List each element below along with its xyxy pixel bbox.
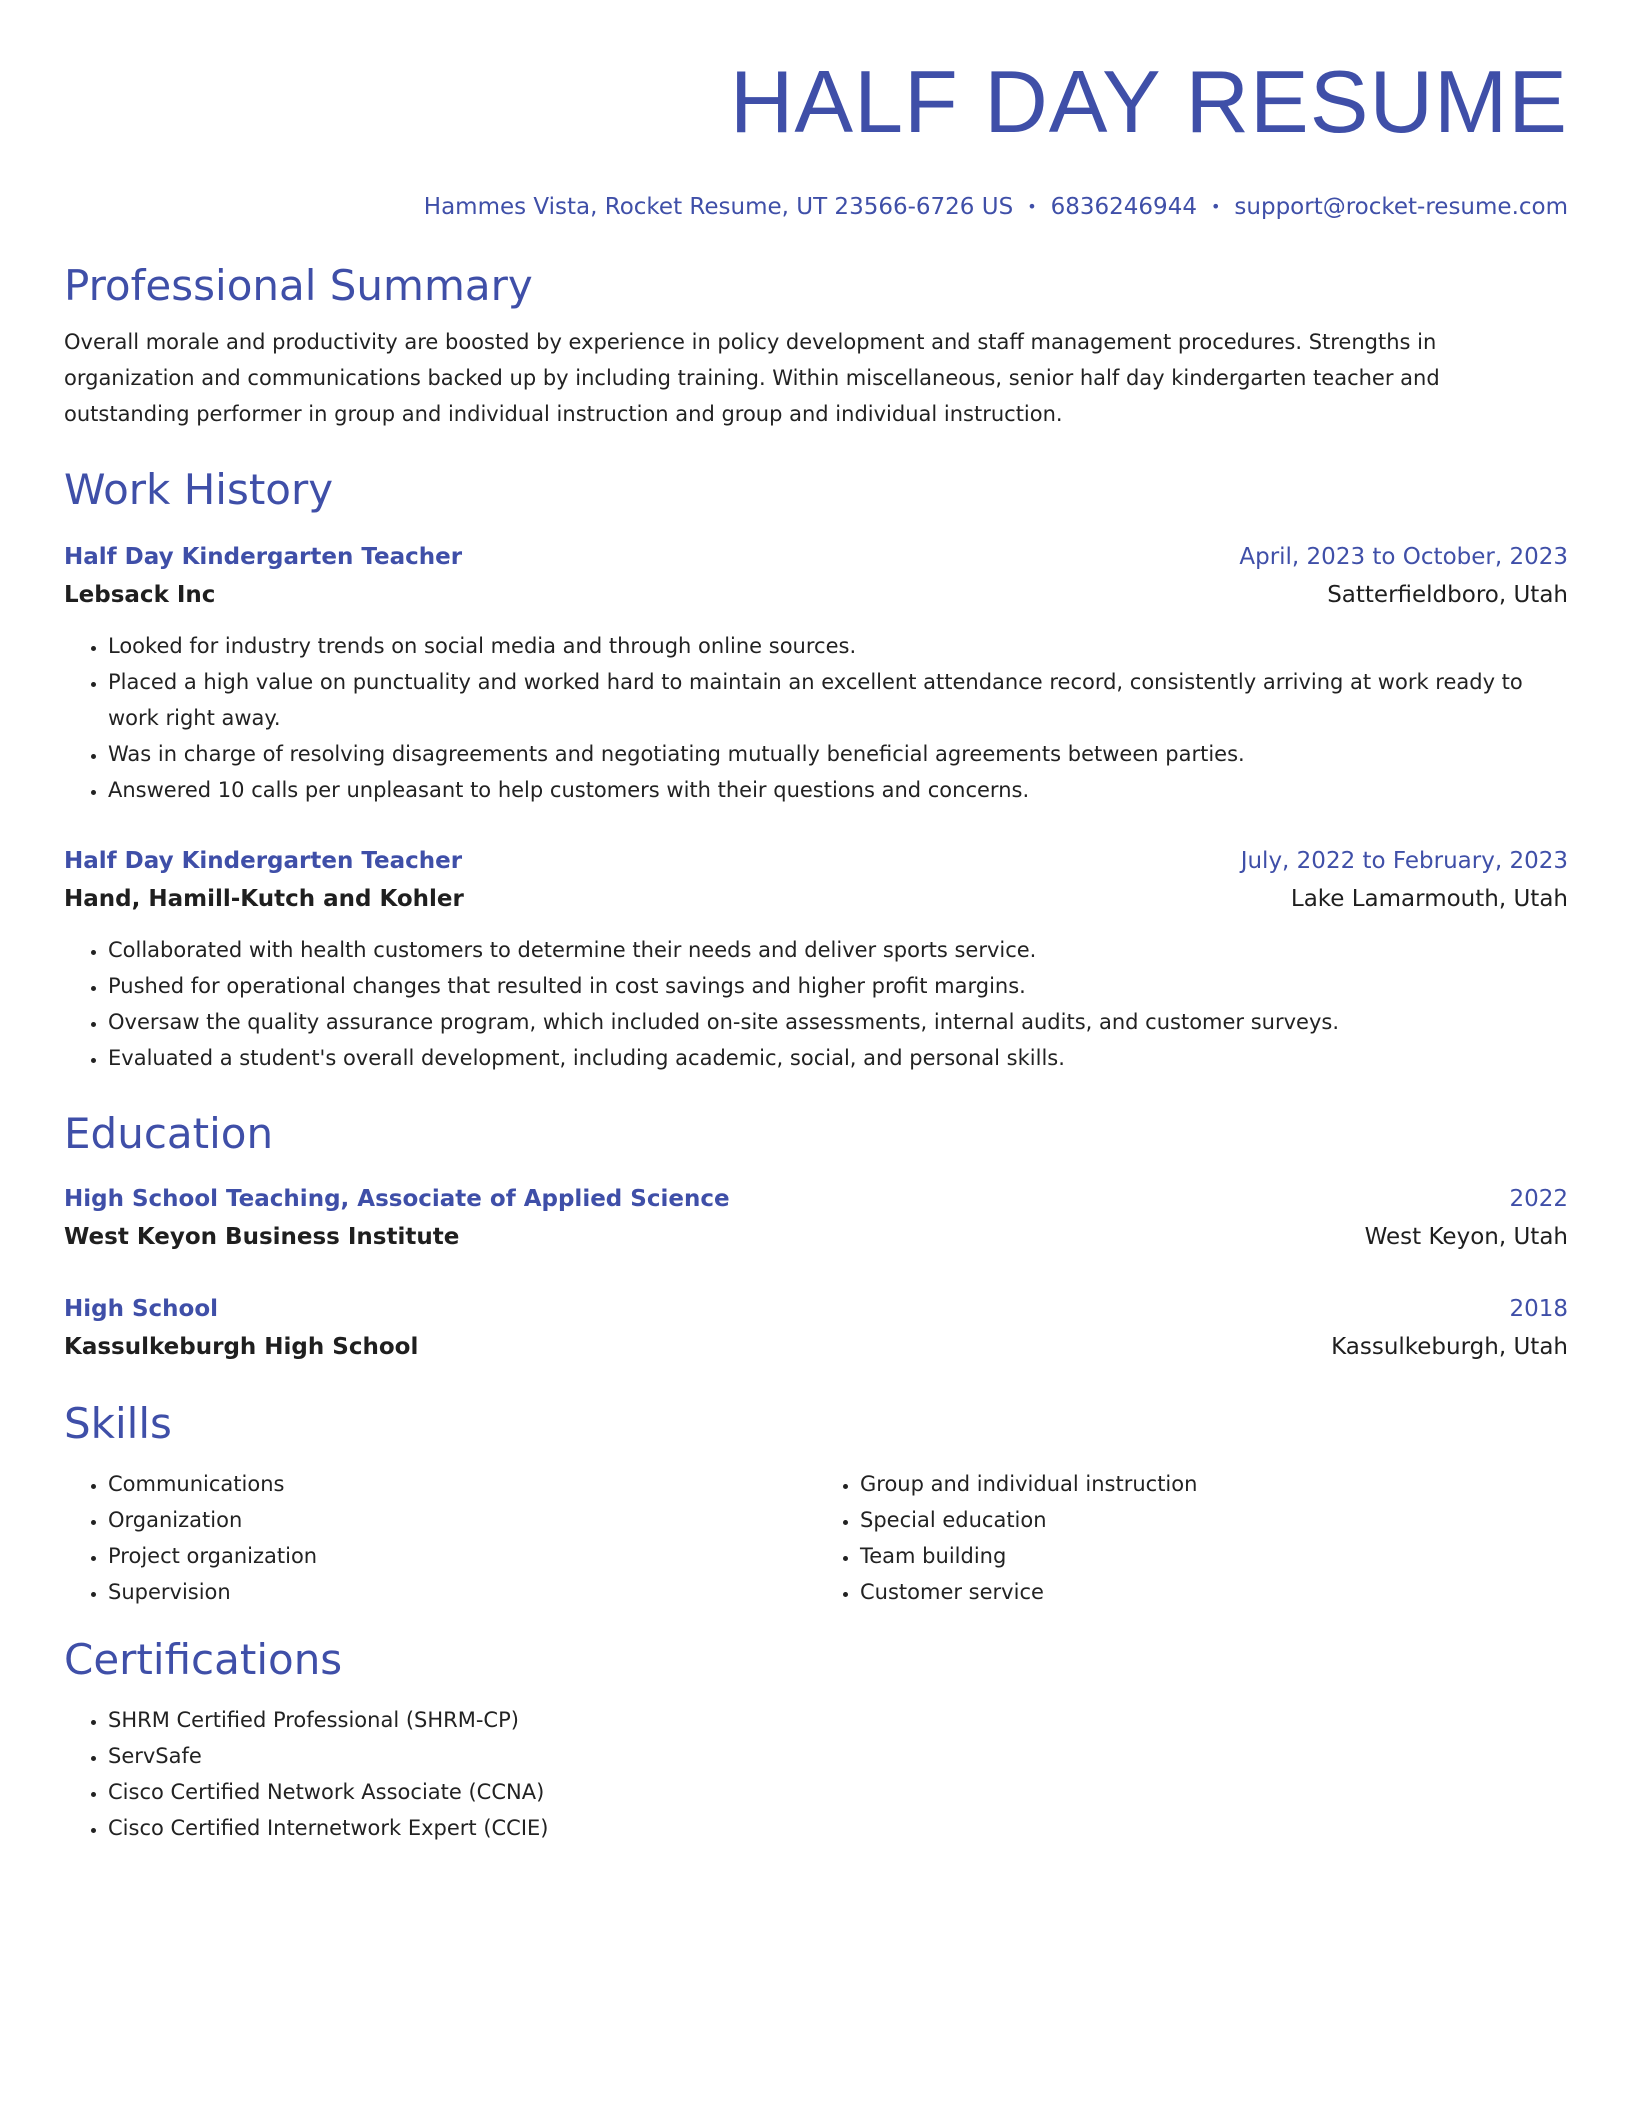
job-dates: July, 2022 to February, 2023 <box>1240 848 1568 874</box>
job-entry <box>64 842 1568 1076</box>
education-entry <box>64 1180 1568 1256</box>
job-bullet: • Collaborated with health customers to determine their needs and deliver sports service. <box>108 932 1568 968</box>
job-company-row <box>64 880 1568 918</box>
education-entry <box>64 1290 1568 1366</box>
education-year: 2018 <box>1509 1296 1568 1322</box>
certification-item: • ServSafe <box>108 1738 1568 1774</box>
contact-address: Hammes Vista, Rocket Resume, UT 23566-6726 US <box>423 194 1014 220</box>
skills-grid <box>64 1456 1568 1610</box>
skill-item: • Special education <box>860 1502 1568 1538</box>
contact-line <box>64 190 1568 224</box>
job-company: Hand, Hamill-Kutch and Kohler <box>64 886 464 912</box>
education-location: Kassulkeburgh, Utah <box>1331 1334 1568 1360</box>
contact-separator: • <box>1210 197 1221 216</box>
job-header-row <box>64 842 1568 880</box>
education-location: West Keyon, Utah <box>1364 1224 1568 1250</box>
job-bullet: • Was in charge of resolving disagreements and negotiating mutually beneficial agreements between parties. <box>108 736 1568 772</box>
skill-item: • Group and individual instruction <box>860 1466 1568 1502</box>
resume-page <box>64 0 1568 1846</box>
skill-item: • Customer service <box>860 1574 1568 1610</box>
job-bullets <box>64 628 1568 808</box>
job-bullets <box>64 932 1568 1076</box>
skills-list-right <box>816 1466 1568 1610</box>
education-header-row <box>64 1180 1568 1218</box>
certification-item: • Cisco Certified Internetwork Expert (CCIE) <box>108 1810 1568 1846</box>
job-role: Half Day Kindergarten Teacher <box>64 848 463 874</box>
job-bullet: • Placed a high value on punctuality and worked hard to maintain an excellent attendance record, consistently arriving at work ready to work right away. <box>108 664 1568 736</box>
skill-item: • Project organization <box>108 1538 816 1574</box>
job-location: Satterfieldboro, Utah <box>1327 582 1568 608</box>
education-school-row <box>64 1328 1568 1366</box>
education-degree: High School Teaching, Associate of Applied Science <box>64 1186 730 1212</box>
work-history-heading: Work History <box>64 465 334 514</box>
resume-name: HALF DAY RESUME <box>729 52 1568 151</box>
skill-item: • Supervision <box>108 1574 816 1610</box>
education-school-row <box>64 1218 1568 1256</box>
skills-heading: Skills <box>64 1399 172 1448</box>
education-degree: High School <box>64 1296 219 1322</box>
job-bullet: • Pushed for operational changes that resulted in cost savings and higher profit margins. <box>108 968 1568 1004</box>
job-company: Lebsack Inc <box>64 582 216 608</box>
summary-heading: Professional Summary <box>64 261 533 310</box>
job-entry <box>64 538 1568 808</box>
job-dates: April, 2023 to October, 2023 <box>1239 544 1568 570</box>
education-heading: Education <box>64 1109 274 1158</box>
contact-separator: • <box>1027 197 1037 216</box>
certification-item: • Cisco Certified Network Associate (CCNA) <box>108 1774 1568 1810</box>
certification-item: • SHRM Certified Professional (SHRM-CP) <box>108 1702 1568 1738</box>
certifications-heading: Certifications <box>64 1635 343 1684</box>
contact-phone: 6836246944 <box>1050 194 1197 220</box>
skill-item: • Communications <box>108 1466 816 1502</box>
education-year: 2022 <box>1509 1186 1568 1212</box>
job-header-row <box>64 538 1568 576</box>
skill-item: • Organization <box>108 1502 816 1538</box>
job-bullet: • Oversaw the quality assurance program, which included on-site assessments, internal audits, and customer surveys. <box>108 1004 1568 1040</box>
contact-email: support@rocket-resume.com <box>1234 194 1568 220</box>
job-role: Half Day Kindergarten Teacher <box>64 544 463 570</box>
education-school: Kassulkeburgh High School <box>64 1334 419 1360</box>
job-bullet: • Answered 10 calls per unpleasant to help customers with their questions and concerns. <box>108 772 1568 808</box>
job-bullet: • Evaluated a student's overall development, including academic, social, and personal skills. <box>108 1040 1568 1076</box>
skills-list-left <box>64 1466 816 1610</box>
job-bullet: • Looked for industry trends on social media and through online sources. <box>108 628 1568 664</box>
skill-item: • Team building <box>860 1538 1568 1574</box>
education-header-row <box>64 1290 1568 1328</box>
certifications-list <box>64 1702 1568 1846</box>
education-school: West Keyon Business Institute <box>64 1224 460 1250</box>
resume-header <box>64 0 1568 224</box>
job-company-row <box>64 576 1568 614</box>
job-location: Lake Lamarmouth, Utah <box>1290 886 1568 912</box>
summary-text: Overall morale and productivity are boosted by experience in policy development and staff management procedures. Strengths in organization and communications backed up by including training. Within miscellaneous, senior half day kindergarten teacher and outstanding performer in group and individual instruction and group and individual instruction. <box>64 330 1440 426</box>
